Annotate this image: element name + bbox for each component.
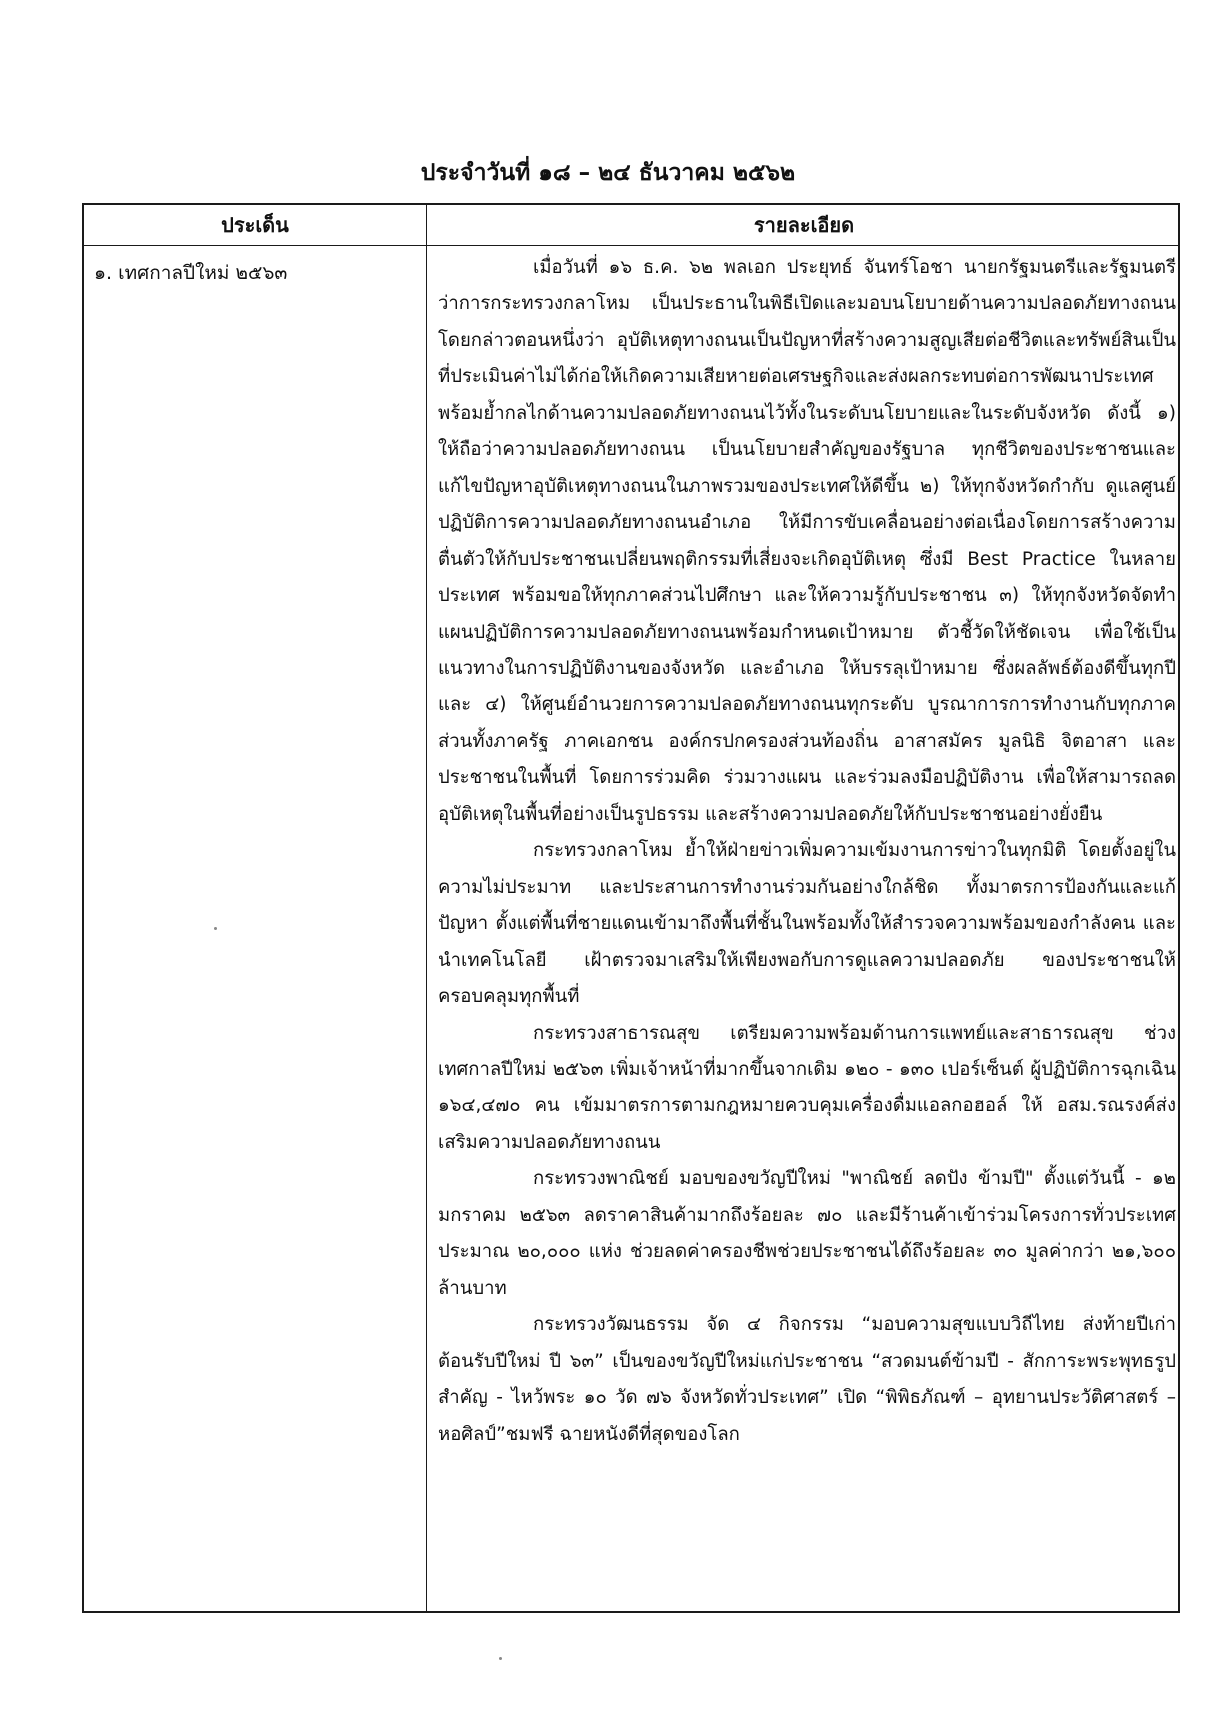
column-header-topic: ประเด็น bbox=[221, 213, 289, 237]
table-header-row bbox=[84, 205, 1178, 246]
detail-paragraph-culture-ministry: กระทรวงวัฒนธรรม จัด ๔ กิจกรรม “มอบความสุขแบบวิถีไทย ส่งท้ายปีเก่า ต้อนรับปีใหม่ ปี ๖๓” เป็นของขวัญปีใหม่แก่ประชาชน “สวดมนต์ข้ามปี - สักการะพระพุทธรูปสำคัญ - ไหว้พระ ๑๐ วัด ๗๖ จังหวัดทั่วประเทศ” เปิด “พิพิธภัณฑ์ – อุทยานประวัติศาสตร์ – หอศิลป์”ชมฟรี ฉายหนังดีที่สุดของโลก bbox=[438, 1314, 1176, 1445]
detail-paragraph-public-health-ministry: กระทรวงสาธารณสุข เตรียมความพร้อมด้านการแพทย์และสาธารณสุข ช่วงเทศกาลปีใหม่ ๒๕๖๓ เพิ่มเจ้าหน้าที่มากขึ้นจากเดิม ๑๒๐ - ๑๓๐ เปอร์เซ็นต์ ผู้ปฏิบัติการฉุกเฉิน ๑๖๔,๔๗๐ คน เข้มมาตรการตามกฎหมายควบคุมเครื่องดื่มแอลกอฮอล์ ให้ อสม.รณรงค์ส่งเสริมความปลอดภัยทางถนน bbox=[438, 1022, 1176, 1153]
scan-speck bbox=[499, 1657, 502, 1660]
topic-cell: ๑. เทศกาลปีใหม่ ๒๕๖๓ bbox=[94, 262, 288, 284]
document-title: ประจำวันที่ ๑๘ – ๒๔ ธันวาคม ๒๕๖๒ bbox=[420, 160, 796, 186]
column-header-detail: รายละเอียด bbox=[753, 213, 855, 237]
detail-paragraph-prime-minister: เมื่อวันที่ ๑๖ ธ.ค. ๖๒ พลเอก ประยุทธ์ จันทร์โอชา นายกรัฐมนตรีและรัฐมนตรีว่าการกระทรวงกลาโหม เป็นประธานในพิธีเปิดและมอบนโยบายด้านความปลอดภัยทางถนน โดยกล่าวตอนหนึ่งว่า อุบัติเหตุทางถนนเป็นปัญหาที่สร้างความสูญเสียต่อชีวิตและทรัพย์สินเป็นที่ประเมินค่าไม่ได้ก่อให้เกิดความเสียหายต่อเศรษฐกิจและส่งผลกระทบต่อการพัฒนาประเทศ พร้อมย้ำกลไกด้านความปลอดภัยทางถนนไว้ทั้งในระดับนโยบายและในระดับจังหวัด ดังนี้ ๑) ให้ถือว่าความปลอดภัยทางถนน เป็นนโยบายสำคัญของรัฐบาล ทุกชีวิตของประชาชนและแก้ไขปัญหาอุบัติเหตุทางถนนในภาพรวมของประเทศให้ดีขึ้น ๒) ให้ทุกจังหวัดกำกับ ดูแลศูนย์ปฏิบัติการความปลอดภัยทางถนนอำเภอ ให้มีการขับเคลื่อนอย่างต่อเนื่องโดยการสร้างความตื่นตัวให้กับประชาชนเปลี่ยนพฤติกรรมที่เสี่ยงจะเกิดอุบัติเหตุ ซึ่งมี Best Practice ในหลายประเทศ พร้อมขอให้ทุกภาคส่วนไปศึกษา และให้ความรู้กับประชาชน ๓) ให้ทุกจังหวัดจัดทำแผนปฏิบัติการความปลอดภัยทางถนนพร้อมกำหนดเป้าหมาย ตัวชี้วัดให้ชัดเจน เพื่อใช้เป็นแนวทางในการปฏิบัติงานของจังหวัด และอำเภอ ให้บรรลุเป้าหมาย ซึ่งผลลัพธ์ต้องดีขึ้นทุกปี และ ๔) ให้ศูนย์อำนวยการความปลอดภัยทางถนนทุกระดับ บูรณาการการทำงานกับทุกภาคส่วนทั้งภาครัฐ ภาคเอกชน องค์กรปกครองส่วนท้องถิ่น อาสาสมัคร มูลนิธิ จิตอาสา และประชาชนในพื้นที่ โดยการร่วมคิด ร่วมวางแผน และร่วมลงมือปฏิบัติงาน เพื่อให้สามารถลดอุบัติเหตุในพื้นที่อย่างเป็นรูปธรรม และสร้างความปลอดภัยให้กับประชาชนอย่างยั่งยืน bbox=[438, 257, 1176, 825]
column-divider bbox=[426, 205, 427, 1611]
scan-speck bbox=[214, 927, 217, 930]
detail-paragraph-defence-ministry: กระทรวงกลาโหม ย้ำให้ฝ่ายข่าวเพิ่มความเข้มงานการข่าวในทุกมิติ โดยตั้งอยู่ในความไม่ประมาท และประสานการทำงานร่วมกันอย่างใกล้ชิด ทั้งมาตรการป้องกันและแก้ปัญหา ตั้งแต่พื้นที่ชายแดนเข้ามาถึงพื้นที่ชั้นในพร้อมทั้งให้สำรวจความพร้อมของกำลังคน และนำเทคโนโลยี เฝ้าตรวจมาเสริมให้เพียงพอกับการดูแลความปลอดภัย ของประชาชนให้ครอบคลุมทุกพื้นที่ bbox=[438, 840, 1176, 1008]
summary-table bbox=[82, 203, 1180, 1613]
detail-paragraph-commerce-ministry: กระทรวงพาณิชย์ มอบของขวัญปีใหม่ "พาณิชย์ ลดปัง ข้ามปี" ตั้งแต่วันนี้ - ๑๒ มกราคม ๒๕๖๓ ลดราคาสินค้ามากถึงร้อยละ ๗๐ และมีร้านค้าเข้าร่วมโครงการทั่วประเทศประมาณ ๒๐,๐๐๐ แห่ง ช่วยลดค่าครองชีพช่วยประชาชนได้ถึงร้อยละ ๓๐ มูลค่ากว่า ๒๑,๖๐๐ ล้านบาท bbox=[438, 1168, 1176, 1299]
detail-cell bbox=[438, 250, 1176, 1453]
